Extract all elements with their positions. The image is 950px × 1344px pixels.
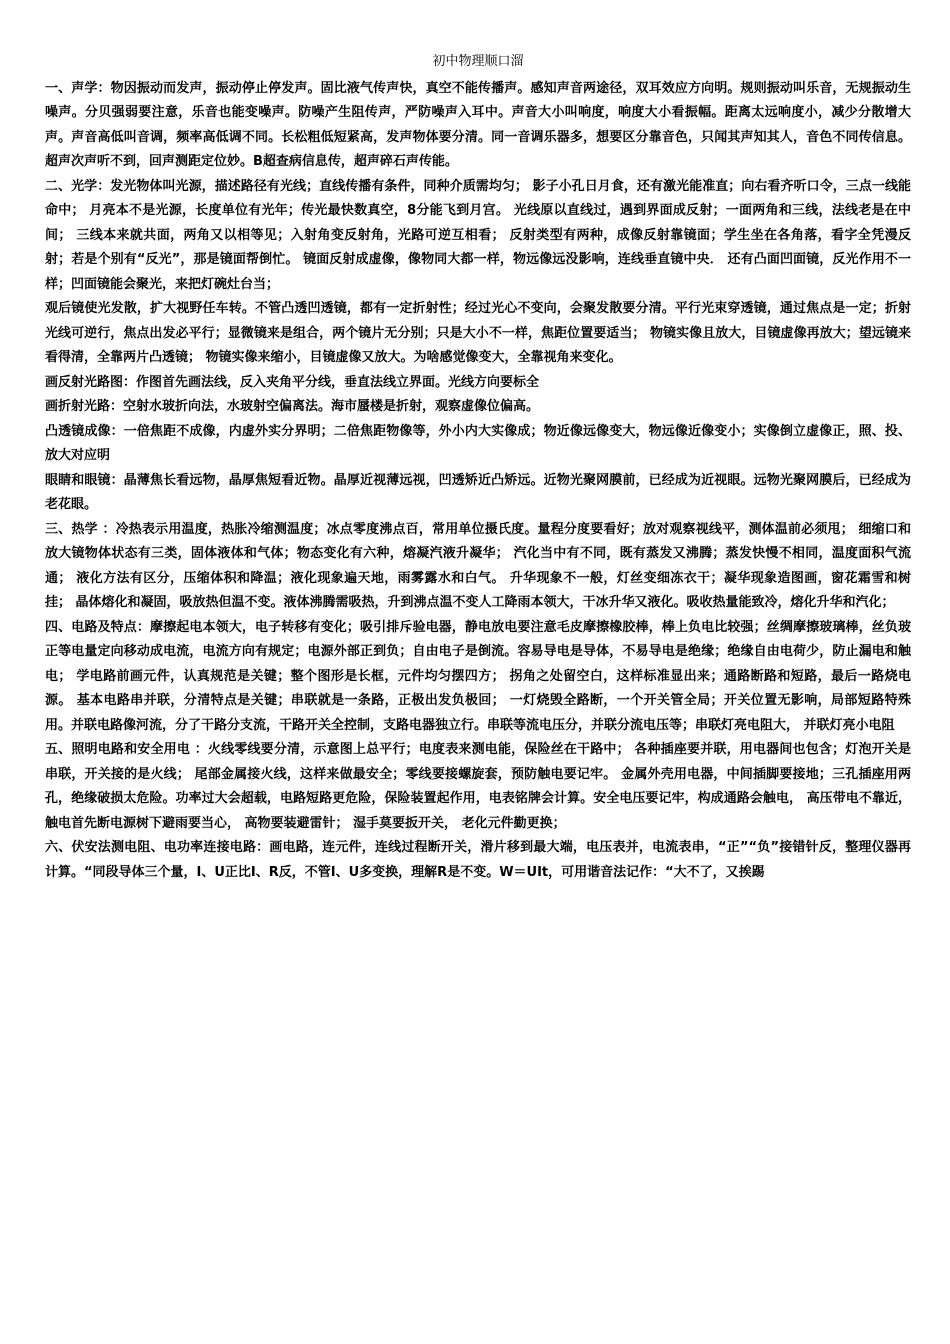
paragraph-optics: 二、光学：发光物体叫光源，描述路径有光线；直线传播有条件，同种介质需均匀； 影子小孔日月食，还有激光能准直；向右看齐听口令，三点一线能命中； 月亮本不是光源，长度单位有光年；传光最快数真空，8分能飞到月宫。 光线原以直线过，遇到界面成反射；一面两角和三线，法线老是在中间； 三线本来就共面，两角又以相等见；入射角变反射角，光路可逆互相看； 反射类型有两种，成像反射靠镜面；学生坐在各角落，看字全凭漫反射；若是个别有“反光”，那是镜面帮倒忙。 镜面反射成虚像，像物同大都一样，物远像远没影响，连线垂直镜中央． 还有凸面凹面镜，反光作用不一样；凹面镜能会聚光，来把灯碗灶台当； xyxy=(45,178,911,292)
paragraph-convex-lens-imaging: 凸透镜成像：一倍焦距不成像，内虚外实分界明；二倍焦距物像等，外小内大实像成；物近像远像变大，物远像近像变小；实像倒立虚像正，照、投、放大对应明 xyxy=(45,423,911,463)
paragraph-voltammetry: 六、伏安法测电阻、电功率连接电路：画电路，连元件，连线过程断开关，滑片移到最大端，电压表并，电流表串，“正”“负”接错针反，整理仪器再计算。“同段导体三个量，I、U正比I、R反，不管I、U多变换，理解R是不变。W＝UIt，可用谐音法记作：“大不了，又挨踢 xyxy=(45,840,911,880)
document-title: 初中物理顺口溜 xyxy=(432,54,524,69)
paragraph-lenses: 观后镜使光发散，扩大视野任车转。不管凸透凹透镜，都有一定折射性；经过光心不变向，会聚发散要分清。平行光束穿透镜，通过焦点是一定；折射光线可逆行，焦点出发必平行；显微镜来是组合，两个镜片无分别；只是大小不一样，焦距位置要适当； 物镜实像且放大，目镜虚像再放大；望远镜来看得清，全靠两片凸透镜； 物镜实像来缩小，目镜虚像又放大。为啥感觉像变大，全靠视角来变化。 xyxy=(45,301,911,365)
paragraph-lighting-safety: 五、照明电路和安全用电 ：火线零线要分清，示意图上总平行；电度表来测电能，保险丝在干路中； 各种插座要并联，用电器间也包含；灯泡开关是串联，开关接的是火线； 尾部金属接火线，这样来做最安全；零线要接螺旋套，预防触电要记牢。 金属外壳用电器，中间插脚要接地；三孔插座用两孔，绝缘破损太危险。功率过大会超载，电路短路更危险，保险装置起作用，电表铭牌会计算。安全电压要记牢，构成通路会触电， 高压带电不靠近， 触电首先断电源树下避雨要当心， 高物要装避雷针； 湿手莫要扳开关， 老化元件勤更换； xyxy=(45,742,911,831)
paragraph-thermodynamics: 三、热学 ：冷热表示用温度，热胀冷缩测温度；冰点零度沸点百，常用单位摄氏度。量程分度要看好；放对观察视线平，测体温前必须甩； 细缩口和放大镜物体状态有三类，固体液体和气体；物态变化有六种，熔凝汽液升凝华； 汽化当中有不同，既有蒸发又沸腾；蒸发快慢不相同，温度面积气流通； 液化方法有区分，压缩体积和降温；液化现象遍天地，雨雾露水和白气。 升华现象不一般，灯丝变细冻衣干；凝华现象造图画，窗花霜雪和树挂； 晶体熔化和凝固，吸放热但温不变。液体沸腾需吸热，升到沸点温不变人工降雨本领大，干冰升华又液化。吸收热量能致冷，熔化升华和汽化； xyxy=(45,521,911,610)
paragraph-eyes-and-glasses: 眼睛和眼镜：晶薄焦长看远物，晶厚焦短看近物。晶厚近视薄远视，凹透矫近凸矫远。近物光聚网膜前，已经成为近视眼。远物光聚网膜后，已经成为老花眼。 xyxy=(45,472,911,512)
document-page xyxy=(45,50,911,885)
paragraph-circuits: 四、电路及特点：摩擦起电本领大，电子转移有变化；吸引排斥验电器，静电放电要注意毛皮摩擦橡胶棒，棒上负电比较强；丝绸摩擦玻璃棒，丝负玻正等电量定向移动成电流，电流方向有规定；电源外部正到负；自由电子是倒流。容易导电是导体，不易导电是绝缘；绝缘自由电荷少，防止漏电和触电； 学电路前画元件，认真规范是关键；整个图形是长框，元件均匀摆四方； 拐角之处留空白，这样标准显出来；通路断路和短路，最后一路烧电源。 基本电路串并联，分清特点是关键；串联就是一条路，正极出发负极回； 一灯烧毁全路断，一个开关管全局；开关位置无影响，局部短路特殊用。并联电路像河流，分了干路分支流，干路开关全控制，支路电器独立行。串联等流电压分，并联分流电压等；串联灯亮电阻大， 并联灯亮小电阻 xyxy=(45,619,911,733)
paragraph-acoustics: 一、声学：物因振动而发声，振动停止停发声。固比液气传声快，真空不能传播声。感知声音两途径，双耳效应方向明。规则振动叫乐音，无规振动生噪声。分贝强弱要注意，乐音也能变噪声。防噪产生阻传声，严防噪声入耳中。声音大小叫响度，响度大小看振幅。距离太远响度小，减少分散增大声。声音高低叫音调，频率高低调不同。长松粗低短紧高，发声物体要分清。同一音调乐器多，想要区分靠音色，只闻其声知其人，音色不同传信息。超声次声听不到，回声测距定位妙。B超查病信息传，超声碎石声传能。 xyxy=(45,80,911,169)
paragraph-reflection-diagram: 画反射光路图：作图首先画法线，反入夹角平分线，垂直法线立界面。光线方向要标全 xyxy=(45,374,540,390)
paragraph-refraction-diagram: 画折射光路：空射水玻折向法，水玻射空偏离法。海市蜃楼是折射，观察虚像位偏高。 xyxy=(45,399,540,414)
